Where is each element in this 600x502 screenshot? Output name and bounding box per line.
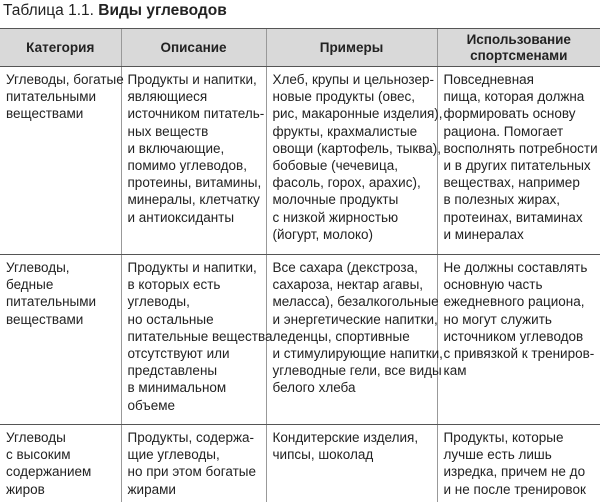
carbohydrate-types-table — [0, 28, 600, 502]
cell-text-line: меласса), безалкогольные — [272, 294, 439, 310]
cell-text-line: и не после тренировок — [443, 481, 586, 497]
cell-text-line: ежедневного рациона, — [443, 294, 585, 310]
cell-text-line: содержанием — [6, 464, 92, 480]
cell-description — [121, 67, 266, 255]
cell-text-line: и включающие, — [127, 140, 225, 156]
cell-text-line: сахароза, нектар агавы, — [272, 277, 424, 293]
cell-text-line: Углеводы, — [6, 260, 70, 275]
cell-text-line: веществах, например — [443, 175, 580, 191]
cell-usage — [437, 255, 600, 425]
cell-text-line: овощи (картофель, тыква), — [272, 140, 442, 156]
cell-text-line: рациона. Помогает — [443, 123, 564, 139]
cell-text-line: представлены — [127, 363, 218, 379]
table-body — [0, 67, 600, 502]
cell-text-line: углеводы, — [127, 294, 190, 310]
cell-text-line: протеины, витамины, — [127, 175, 262, 191]
cell-text-line: Продукты, которые — [443, 430, 564, 445]
table-row — [0, 255, 600, 425]
cell-category — [0, 255, 121, 425]
cell-description — [121, 255, 273, 425]
cell-text-line: Продукты и напитки, — [127, 260, 257, 275]
cell-text-line: чипсы, шоколад — [272, 447, 374, 463]
cell-text-line: изредка, причем не до — [443, 464, 586, 480]
header-usage-by-athletes: Использование спортсменами — [437, 29, 600, 67]
cell-text-line: являющиеся — [127, 89, 208, 105]
cell-text-line: фрукты, крахмалистые — [272, 123, 418, 139]
cell-text-line: питательными — [6, 89, 97, 105]
cell-text-line: минералы, клетчатку — [127, 192, 260, 208]
cell-usage — [437, 67, 600, 255]
cell-text-line: с высоким — [6, 447, 71, 463]
cell-text-line: и минералах — [443, 226, 524, 242]
cell-text-line: рис, макаронные изделия), — [272, 106, 443, 122]
cell-text-line: веществами — [6, 106, 84, 122]
header-examples: Примеры — [266, 29, 437, 67]
cell-text-line: питательные вещества — [127, 328, 273, 344]
cell-text-line: кам — [443, 363, 467, 379]
cell-text-line: Кондитерские изделия, — [272, 430, 419, 445]
cell-text-line: протеинах, витаминах — [443, 209, 583, 225]
cell-text-line: углеводные гели, все виды — [272, 363, 442, 379]
table-row — [0, 425, 600, 502]
table-header-row — [0, 29, 600, 67]
cell-examples — [266, 255, 443, 425]
cell-text-line: но остальные — [127, 311, 214, 327]
cell-text-line: Повседневная — [443, 72, 534, 87]
cell-text-line: (йогурт, молоко) — [272, 226, 374, 242]
cell-text-line: леденцы, спортивные — [272, 328, 410, 344]
cell-text-line: с низкой жирностью — [272, 209, 399, 225]
cell-text-line: Продукты, содержа- — [127, 430, 255, 445]
cell-text-line: Не должны составлять — [443, 260, 588, 275]
cell-text-line: Углеводы, богатые — [6, 72, 124, 87]
table-caption — [3, 0, 227, 22]
cell-text-line: лучше есть лишь — [443, 447, 552, 463]
cell-text-line: источником углеводов — [443, 328, 584, 344]
cell-text-line: пища, которая должна — [443, 89, 585, 105]
caption-title: Виды углеводов — [98, 2, 227, 19]
cell-text-line: новые продукты (овес, — [272, 89, 415, 105]
cell-text-line: и энергетические напитки, — [272, 311, 438, 327]
header-description: Описание — [121, 29, 266, 67]
cell-text-line: и стимулирующие напитки, — [272, 346, 443, 362]
carbohydrate-types-table-wrapper — [0, 28, 600, 502]
cell-text-line: основную часть — [443, 277, 543, 293]
cell-text-line: в которых есть — [127, 277, 221, 293]
cell-text-line: Все сахара (декстроза, — [272, 260, 418, 275]
cell-text-line: щие углеводы, — [127, 447, 220, 463]
cell-text-line: объеме — [127, 397, 176, 413]
cell-text-line: жирами — [127, 481, 176, 497]
cell-text-line: помимо углеводов, — [127, 158, 247, 174]
cell-text-line: в полезных жирах, — [443, 192, 560, 208]
cell-text-line: отсутствуют или — [127, 346, 230, 362]
cell-text-line: бобовые (чечевица, — [272, 158, 398, 174]
cell-usage — [437, 425, 600, 502]
cell-text-line: в минимальном — [127, 380, 227, 396]
cell-examples — [266, 67, 443, 255]
cell-text-line: белого хлеба — [272, 380, 356, 396]
cell-text-line: и в других питательных — [443, 158, 591, 174]
cell-text-line: веществами — [6, 311, 84, 327]
cell-text-line: фасоль, горох, арахис), — [272, 175, 421, 191]
cell-text-line: но при этом богатые — [127, 464, 256, 480]
caption-prefix: Таблица 1.1. — [3, 2, 94, 19]
cell-category — [0, 425, 121, 502]
cell-text-line: Продукты и напитки, — [127, 72, 257, 87]
header-category: Категория — [0, 29, 121, 67]
cell-text-line: Углеводы — [6, 430, 66, 445]
cell-description — [121, 425, 266, 502]
cell-category — [0, 67, 124, 255]
cell-text-line: бедные — [6, 277, 54, 293]
cell-text-line: питательными — [6, 294, 97, 310]
cell-text-line: ных веществ — [127, 123, 209, 139]
cell-text-line: восполнять потребности — [443, 140, 598, 156]
table-row — [0, 67, 600, 255]
cell-text-line: формировать основу — [443, 106, 576, 122]
cell-text-line: и антиоксиданты — [127, 209, 235, 225]
cell-text-line: источником питатель- — [127, 106, 265, 122]
cell-text-line: молочные продукты — [272, 192, 399, 208]
cell-text-line: с привязкой к трениров- — [443, 346, 595, 362]
cell-text-line: жиров — [6, 481, 45, 497]
cell-text-line: Хлеб, крупы и цельнозер- — [272, 72, 434, 87]
cell-text-line: но могут служить — [443, 311, 552, 327]
cell-examples — [266, 425, 437, 502]
